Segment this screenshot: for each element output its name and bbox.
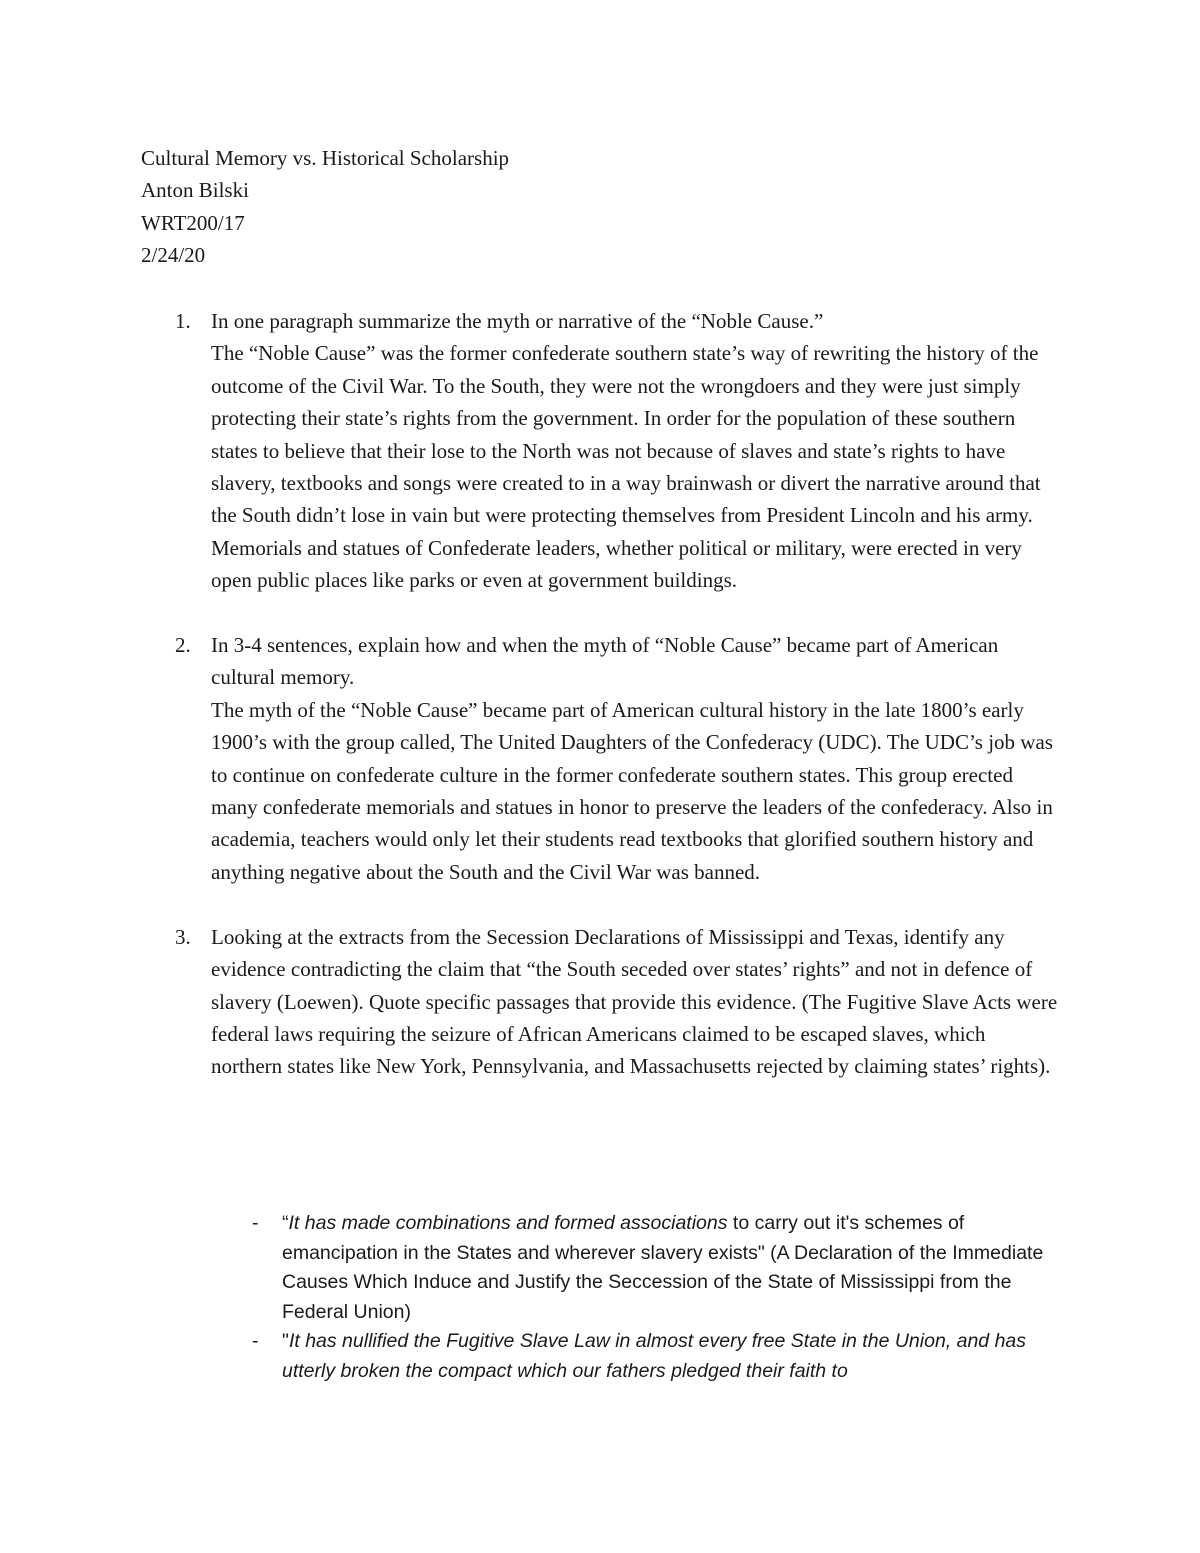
question-list [141, 305, 1061, 1083]
question-number: 1. [175, 309, 191, 333]
quote-italic-text: It has nullified the Fugitive Slave Law in almost every free State in the Union, and has utterly broken the compact which our fathers pledged their faith to [282, 1330, 1027, 1382]
question-item [141, 921, 1061, 1083]
document-date: 2/24/20 [141, 243, 206, 268]
question-item [141, 629, 1061, 888]
question-prompt: In one paragraph summarize the myth or narrative of the “Noble Cause.” [211, 309, 824, 333]
bullet-dash: - [252, 1212, 259, 1234]
question-number: 3. [175, 924, 191, 949]
question-item [141, 305, 1061, 597]
quote-open-mark: " [282, 1330, 289, 1353]
quote-open-mark: “ [282, 1212, 289, 1234]
question-prompt: In 3-4 sentences, explain how and when the myth of “Noble Cause” became part of American cultural memory. [211, 633, 999, 690]
quote-item [212, 1209, 1072, 1327]
bullet-dash: - [252, 1330, 259, 1353]
document-title: Cultural Memory vs. Historical Scholarship [141, 146, 510, 170]
document-header [141, 142, 1061, 272]
question-answer: The “Noble Cause” was the former confederate southern state’s way of rewriting the history of the outcome of the Civil War. To the South, they were not the wrongdoers and they were just simply protecting their state’s rights from the government. In order for the population of these southern states to believe that their lose to the North was not because of slaves and state’s rights to have slavery, textbooks and songs were created to in a way brainwash or divert the narrative around that the South didn’t lose in vain but were protecting themselves from President Lincoln and his army. Memorials and statues of Confederate leaders, whether political or military, were erected in very open public places like parks or even at government buildings. [211, 341, 1041, 593]
question-number: 2. [175, 633, 191, 658]
quote-item [212, 1327, 1072, 1386]
question-answer: The myth of the “Noble Cause” became part of American cultural history in the late 1800’s early 1900’s with the group called, The United Daughters of the Confederacy (UDC). The UDC’s job was to continue on confederate culture in the former confederate southern states. This group erected many confederate memorials and statues in honor to preserve the leaders of the confederacy. Also in academia, teachers would only let their students read textbooks that glorified southern history and anything negative about the South and the Civil War was banned. [211, 697, 1053, 884]
course-code: WRT200/17 [141, 210, 245, 235]
question-prompt: Looking at the extracts from the Secession Declarations of Mississippi and Texas, identify any evidence contradicting the claim that “the South seceded over states’ rights” and not in defence of slavery (Loewen). Quote specific passages that provide this evidence. (The Fugitive Slave Acts were federal laws requiring the seizure of African Americans claimed to be escaped slaves, which northern states like New York, Pennsylvania, and Massachusetts rejected by claiming states’ rights). [211, 924, 1058, 1079]
quote-text: to carry out it's schemes of emancipation in the States and wherever slavery exists" (A Declaration of the Immediate Causes Which Induce and Justify the Seccession of the State of Mississippi from the Federal Union) [282, 1212, 1044, 1323]
author-name: Anton Bilski [141, 178, 249, 203]
quote-list [212, 1209, 1072, 1387]
quote-italic-text: It has made combinations and formed associations [288, 1212, 728, 1234]
